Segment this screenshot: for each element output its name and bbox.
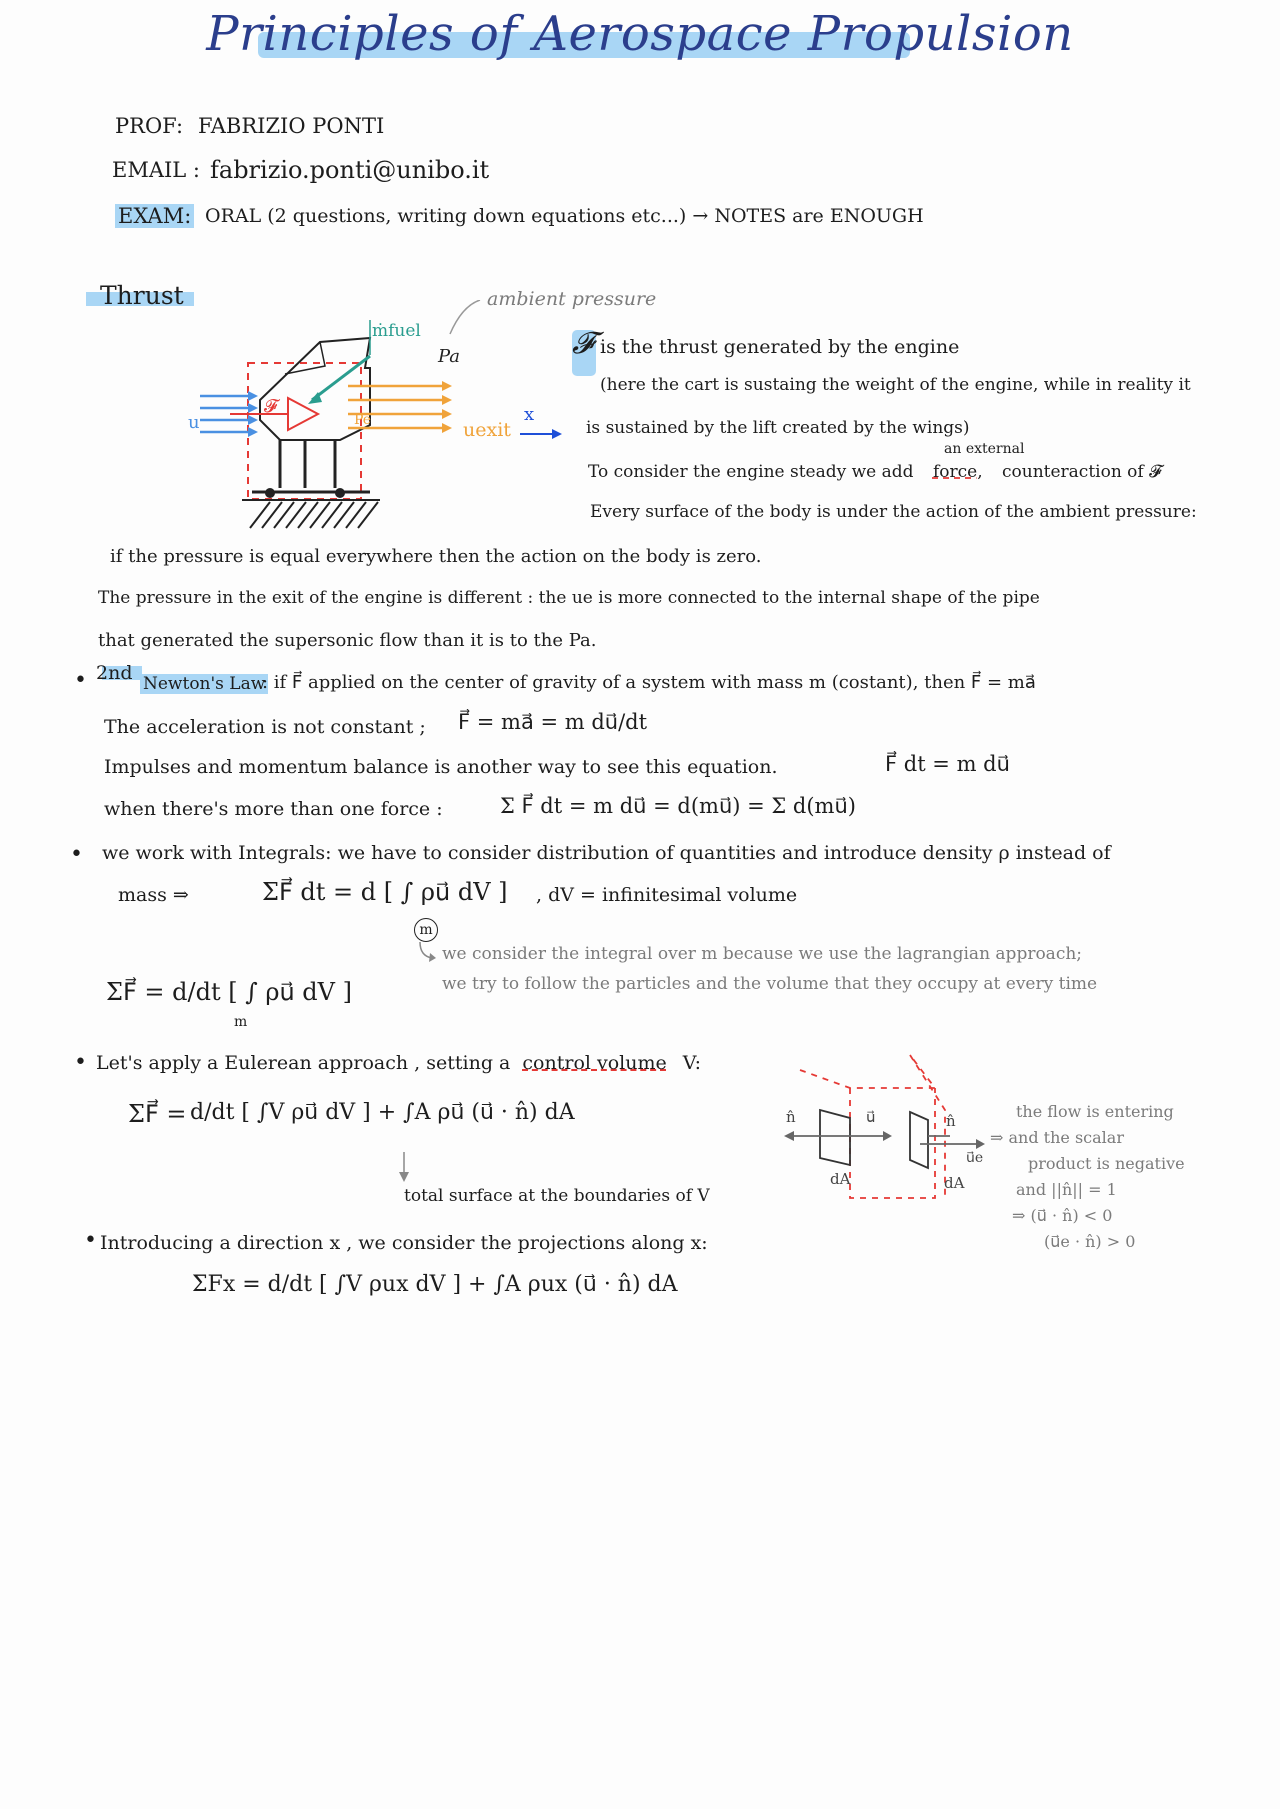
cart-wheel-left [265,488,275,498]
pa-label: Pa [438,346,461,367]
diagram-velocity-out: u⃗e [966,1150,984,1166]
prof-label: PROF: [115,114,184,138]
lagrangian-note1: we consider the integral over m because we use the lagrangian approach; [442,944,1083,964]
page-title: Principles of Aerospace Propulsion [206,6,1074,62]
direction-text: Introducing a direction x , we consider the projections along x: [100,1232,708,1254]
sum-formula-sub: m [234,1014,248,1030]
thrust-line3: is sustained by the lift created by the wings) [586,418,970,438]
thrust-line1: is the thrust generated by the engine [600,336,960,358]
outflow-arrowheads [442,381,452,433]
x-axis-label: x [524,404,535,425]
direction-formula: ΣFx = d/dt [ ∫V ρux dV ] + ∫A ρux (u⃗ · n̂) dA [192,1272,678,1297]
email-label: EMAIL : [112,158,200,182]
thrust-symbol: 𝓕 [572,326,595,361]
thrust-line8: that generated the supersonic flow than it is to the Pa. [98,630,597,651]
newton-ordinal: 2nd [96,662,133,684]
uexit-label: uexit [463,419,511,441]
cv-dashed-box [800,1055,945,1198]
thrust-diagram-label: 𝓕 [264,396,278,417]
diagram-da-out: dA [944,1174,965,1192]
more-force-text: when there's more than one force : [104,798,443,820]
thrust-line2: (here the cart is sustaing the weight of the engine, while in reality it [600,375,1191,395]
control-volume-diagram [780,1050,1010,1210]
diagram-normal-in: n̂ [786,1108,796,1126]
pe-label: Pe [354,412,372,428]
thrust-line7: The pressure in the exit of the engine is different : the ue is more connected to the internal shape of the pipe [98,588,1040,608]
thrust-line4-start: To consider the engine steady we add [588,462,914,482]
engine-diagram [180,300,570,540]
eulerean-text-start: Let's apply a Eulerean approach , setting a [96,1052,511,1074]
eulerean-text-end: V: [682,1052,702,1074]
thrust-heading: Thrust [100,281,184,310]
ambient-pressure-label: ambient pressure [487,288,657,310]
cart-legs [280,440,335,488]
inlet-velocity-head [883,1131,892,1141]
x-axis-arrowhead [552,429,562,439]
diagram-da-in: dA [830,1170,851,1188]
diagram-normal-out: n̂ [946,1112,956,1130]
eulerean-text [96,1052,701,1074]
surface-pointer [396,1150,416,1184]
side-note1: the flow is entering [1016,1102,1174,1121]
ambient-pointer [450,300,480,334]
lagrangian-pointer [418,940,438,964]
more-force-formula: Σ F⃗ dt = m du⃗ = d(mu⃗) = Σ d(mu⃗) [500,794,856,818]
exam-value: ORAL (2 questions, writing down equations etc...) → NOTES are ENOUGH [205,205,924,227]
newton-law-text: Newton's Law [140,674,268,694]
prof-value: FABRIZIO PONTI [198,114,385,138]
eulerean-formula-rhs: d/dt [ ∫V ρu⃗ dV ] + ∫A ρu⃗ (u⃗ · n̂) dA [190,1100,575,1125]
side-note5: ⇒ (u⃗ · n̂) < 0 [1012,1206,1113,1225]
sum-formula: ΣF⃗ = d/dt [ ∫ ρu⃗ dV ] [106,978,352,1006]
inlet-surface [820,1110,850,1165]
thrust-line5: Every surface of the body is under the action of the ambient pressure: [590,502,1197,522]
side-note3: product is negative [1028,1154,1185,1173]
exam-label-text: EXAM: [115,204,194,228]
accel-text: The acceleration is not constant ; [104,716,426,738]
newton-law-label [140,674,268,694]
accel-formula: F⃗ = ma⃗ = m du⃗/dt [458,710,648,734]
ground-hatch [250,502,378,528]
email-value: fabrizio.ponti@unibo.it [210,156,490,184]
impulse-text: Impulses and momentum balance is another way to see this equation. [104,756,778,778]
eulerean-formula-lhs: ΣF⃗ = [128,1100,187,1128]
mfuel-label: ṁfuel [372,321,421,341]
u-label: u [188,412,200,433]
dv-note: , dV = infinitesimal volume [536,884,798,906]
side-note4: and ||n̂|| = 1 [1016,1180,1117,1199]
thrust-line4-force: force, [932,462,983,482]
inlet-normal-head [784,1131,794,1141]
thrust-line4-end: counteraction of 𝓕 [1002,462,1162,482]
diagram-velocity-in: u⃗ [866,1108,876,1126]
outlet-velocity-head [976,1139,985,1149]
exam-label [115,204,194,228]
bullet-newton: • [74,668,87,693]
cart-wheel-right [335,488,345,498]
outlet-surface [910,1112,928,1168]
bullet-direction: • [84,1228,97,1253]
thrust-line6: if the pressure is equal everywhere then the action on the body is zero. [110,546,762,567]
integrals-text1: we work with Integrals: we have to consider distribution of quantities and introduce density ρ instead of [102,842,1111,864]
impulse-formula: F⃗ dt = m du⃗ [885,752,1010,776]
newton-statement: : if F⃗ applied on the center of gravity of a system with mass m (costant), then F⃗ = ma⃗ [262,672,1036,693]
integrals-formula: ΣF⃗ dt = d [ ∫ ρu⃗ dV ] [262,878,508,906]
integrals-formula-sub: m [414,918,438,942]
control-volume-term: control volume [522,1052,667,1074]
bullet-eulerean: • [74,1050,87,1075]
lagrangian-note2: we try to follow the particles and the volume that they occupy at every time [442,974,1098,994]
integrals-text2: mass ⇒ [118,884,189,906]
surface-note: total surface at the boundaries of V [404,1186,710,1206]
side-note6: (u⃗e · n̂) > 0 [1044,1232,1136,1251]
external-note: an external [944,441,1025,457]
side-note2: ⇒ and the scalar [990,1128,1124,1147]
bullet-integrals: • [70,842,83,867]
thrust-line4 [588,462,1162,482]
